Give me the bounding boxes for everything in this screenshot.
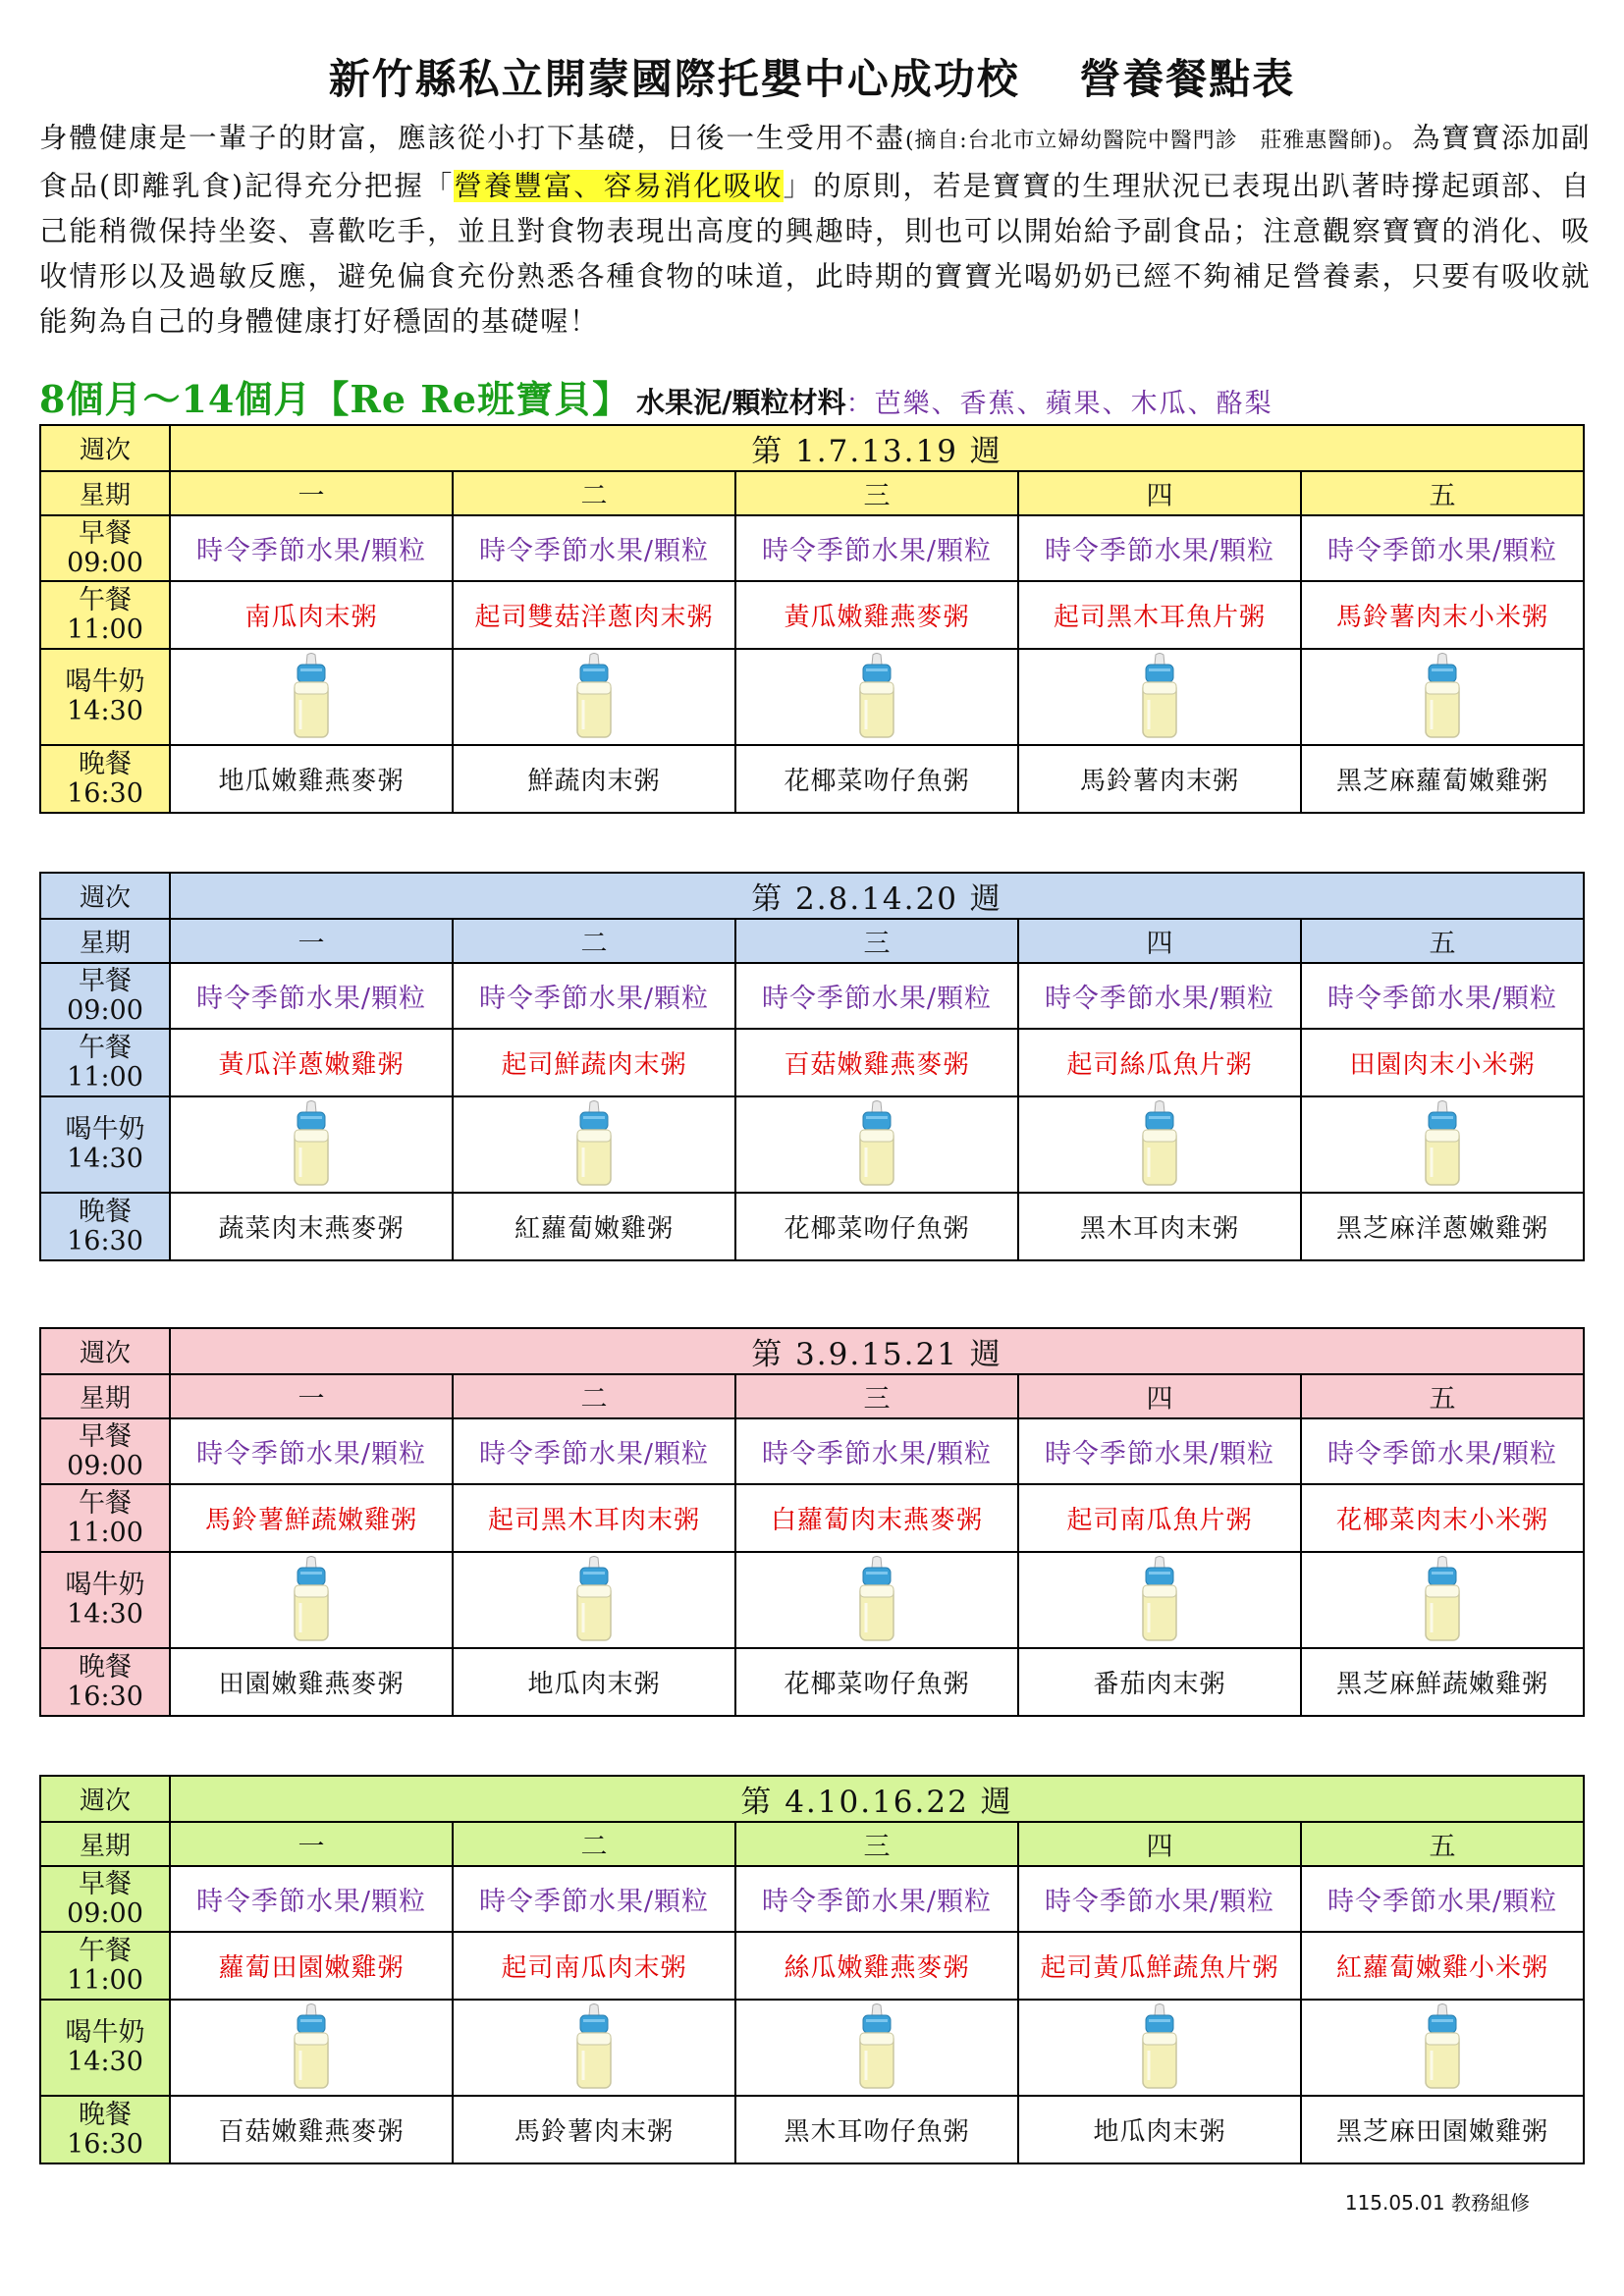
milk-label [40, 1096, 170, 1193]
milk-bottle-icon [1137, 1556, 1182, 1644]
table-row [40, 1374, 1584, 1418]
milk-cell [170, 1552, 453, 1648]
milk-label [40, 649, 170, 745]
table-row [40, 1866, 1584, 1932]
lunch-cell: 花椰菜肉末小米粥 [1301, 1484, 1584, 1552]
lunch-cell: 起司鮮蔬肉末粥 [453, 1029, 735, 1096]
breakfast-cell: 時令季節水果/顆粒 [1301, 1866, 1584, 1932]
dinner-cell: 馬鈴薯肉末粥 [453, 2096, 735, 2163]
lunch-cell: 黃瓜嫩雞燕麥粥 [735, 581, 1018, 649]
table-row [40, 745, 1584, 813]
breakfast-label-text: 09:00 [67, 1450, 143, 1481]
table-row [40, 2000, 1584, 2096]
week-title: 第 4.10.16.22 週 [170, 1776, 1584, 1822]
weekday-header: 一 [170, 919, 453, 963]
weekday-header: 二 [453, 919, 735, 963]
dinner-label-text: 晚餐 [79, 748, 132, 779]
table-row [40, 1029, 1584, 1096]
week-menu-table [39, 424, 1585, 814]
breakfast-cell: 時令季節水果/顆粒 [1018, 963, 1301, 1029]
milk-label-text: 喝牛奶 [65, 1114, 145, 1145]
milk-cell [1301, 649, 1584, 745]
lunch-label-text: 午餐 [79, 1487, 132, 1519]
milk-bottle-icon [1137, 1100, 1182, 1189]
dinner-cell: 花椰菜吻仔魚粥 [735, 1648, 1018, 1716]
milk-bottle-icon [571, 2003, 617, 2092]
dinner-label-text: 晚餐 [79, 1651, 132, 1682]
breakfast-cell: 時令季節水果/顆粒 [1301, 515, 1584, 581]
intro-source: (摘自:台北市立婦幼醫院中醫門診 莊雅惠醫師) [904, 129, 1382, 153]
milk-cell [1301, 1552, 1584, 1648]
dinner-cell: 花椰菜吻仔魚粥 [735, 745, 1018, 813]
breakfast-cell: 時令季節水果/顆粒 [453, 515, 735, 581]
milk-label-text: 14:30 [67, 1599, 143, 1629]
breakfast-cell: 時令季節水果/顆粒 [1018, 515, 1301, 581]
breakfast-cell: 時令季節水果/顆粒 [170, 963, 453, 1029]
dinner-cell: 黑芝麻鮮蔬嫩雞粥 [1301, 1648, 1584, 1716]
weekday-header: 二 [453, 471, 735, 515]
lunch-cell: 馬鈴薯肉末小米粥 [1301, 581, 1584, 649]
week-label [40, 1328, 170, 1374]
weekday-header: 一 [170, 471, 453, 515]
week-label-text: 週次 [79, 883, 131, 913]
lunch-cell: 馬鈴薯鮮蔬嫩雞粥 [170, 1484, 453, 1552]
breakfast-label [40, 1418, 170, 1484]
table-row [40, 581, 1584, 649]
lunch-label [40, 1484, 170, 1552]
lunch-label-text: 午餐 [79, 1032, 132, 1063]
dinner-label [40, 2096, 170, 2163]
lunch-cell: 起司雙菇洋蔥肉末粥 [453, 581, 735, 649]
breakfast-cell: 時令季節水果/顆粒 [170, 1866, 453, 1932]
week-label-text: 週次 [79, 1339, 131, 1368]
milk-bottle-icon [571, 1100, 617, 1189]
lunch-label-text: 11:00 [67, 1964, 143, 1996]
dinner-label [40, 1193, 170, 1260]
lunch-cell: 田園肉末小米粥 [1301, 1029, 1584, 1096]
lunch-cell: 起司黃瓜鮮蔬魚片粥 [1018, 1932, 1301, 2000]
dinner-cell: 地瓜肉末粥 [1018, 2096, 1301, 2163]
milk-cell [735, 2000, 1018, 2096]
breakfast-cell: 時令季節水果/顆粒 [735, 963, 1018, 1029]
table-row [40, 1822, 1584, 1866]
dinner-cell: 黑芝麻蘿蔔嫩雞粥 [1301, 745, 1584, 813]
table-row [40, 471, 1584, 515]
breakfast-label-text: 早餐 [79, 517, 132, 549]
dinner-cell: 花椰菜吻仔魚粥 [735, 1193, 1018, 1260]
milk-bottle-icon [289, 1556, 334, 1644]
milk-cell [1018, 649, 1301, 745]
intro-text-2: 。為寶寶添加副食品(即離乳食)記得充分把握「 [39, 122, 1591, 202]
table-row [40, 649, 1584, 745]
table-row [40, 515, 1584, 581]
weekday-header: 五 [1301, 919, 1584, 963]
dinner-label-text: 晚餐 [79, 1196, 132, 1227]
weekday-label [40, 919, 170, 963]
fruit-list: ：芭樂、香蕉、蘋果、木瓜、酪梨 [845, 389, 1273, 419]
milk-label [40, 2000, 170, 2096]
week-label-text: 週次 [79, 1787, 131, 1816]
milk-bottle-icon [289, 653, 334, 741]
milk-cell [735, 1096, 1018, 1193]
week-title: 第 3.9.15.21 週 [170, 1328, 1584, 1374]
weekday-header: 一 [170, 1374, 453, 1418]
lunch-cell: 起司絲瓜魚片粥 [1018, 1029, 1301, 1096]
lunch-cell: 蘿蔔田園嫩雞粥 [170, 1932, 453, 2000]
breakfast-label-text: 09:00 [67, 994, 143, 1026]
milk-label-text: 14:30 [67, 2047, 143, 2077]
week-label-text: 週次 [79, 436, 131, 465]
breakfast-label-text: 早餐 [79, 1868, 132, 1899]
table-row [40, 1096, 1584, 1193]
milk-bottle-icon [854, 653, 899, 741]
revision-note: 115.05.01 教務組修 [1344, 2191, 1530, 2215]
weekday-label [40, 1822, 170, 1866]
breakfast-cell: 時令季節水果/顆粒 [170, 1418, 453, 1484]
lunch-label-text: 11:00 [67, 1517, 143, 1548]
milk-cell [1018, 1552, 1301, 1648]
dinner-cell: 紅蘿蔔嫩雞粥 [453, 1193, 735, 1260]
week-title: 第 1.7.13.19 週 [170, 425, 1584, 471]
table-row [40, 1648, 1584, 1716]
breakfast-cell: 時令季節水果/顆粒 [735, 1866, 1018, 1932]
week-label [40, 1776, 170, 1822]
table-row [40, 1328, 1584, 1374]
dinner-cell: 蔬菜肉末燕麥粥 [170, 1193, 453, 1260]
weekday-header: 五 [1301, 1822, 1584, 1866]
dinner-cell: 鮮蔬肉末粥 [453, 745, 735, 813]
weekday-label-text: 星期 [79, 1384, 131, 1414]
milk-cell [1301, 2000, 1584, 2096]
dinner-cell: 地瓜肉末粥 [453, 1648, 735, 1716]
breakfast-label-text: 早餐 [79, 965, 132, 996]
milk-cell [453, 2000, 735, 2096]
table-row [40, 425, 1584, 471]
milk-bottle-icon [1420, 2003, 1465, 2092]
weekday-header: 四 [1018, 919, 1301, 963]
intro-highlight: 營養豐富、容易消化吸收 [454, 170, 784, 202]
dinner-cell: 黑芝麻洋蔥嫩雞粥 [1301, 1193, 1584, 1260]
age-class-title: 8個月～14個月【Re Re班寶貝】 [39, 377, 631, 421]
table-row [40, 963, 1584, 1029]
lunch-label-text: 11:00 [67, 614, 143, 645]
breakfast-cell: 時令季節水果/顆粒 [453, 963, 735, 1029]
breakfast-cell: 時令季節水果/顆粒 [1301, 1418, 1584, 1484]
table-row [40, 1552, 1584, 1648]
breakfast-cell: 時令季節水果/顆粒 [735, 1418, 1018, 1484]
dinner-label-text: 16:30 [67, 1225, 143, 1256]
dinner-label-text: 16:30 [67, 2128, 143, 2160]
breakfast-label-text: 早餐 [79, 1420, 132, 1452]
weekday-header: 四 [1018, 1822, 1301, 1866]
table-row [40, 873, 1584, 919]
weekday-header: 四 [1018, 1374, 1301, 1418]
lunch-cell: 白蘿蔔肉末燕麥粥 [735, 1484, 1018, 1552]
milk-bottle-icon [289, 1100, 334, 1189]
dinner-cell: 番茄肉末粥 [1018, 1648, 1301, 1716]
milk-bottle-icon [1420, 1100, 1465, 1189]
weekday-header: 三 [735, 471, 1018, 515]
breakfast-label-text: 09:00 [67, 547, 143, 578]
breakfast-label [40, 963, 170, 1029]
weekday-header: 三 [735, 1374, 1018, 1418]
intro-text-1: 身體健康是一輩子的財富，應該從小打下基礎，日後一生受用不盡 [39, 122, 905, 154]
lunch-cell: 紅蘿蔔嫩雞小米粥 [1301, 1932, 1584, 2000]
weekday-label [40, 471, 170, 515]
lunch-label-text: 午餐 [79, 1935, 132, 1966]
table-row [40, 1193, 1584, 1260]
weekday-header: 三 [735, 1822, 1018, 1866]
weekday-label-text: 星期 [79, 481, 131, 510]
breakfast-cell: 時令季節水果/顆粒 [1018, 1418, 1301, 1484]
page-title: 新竹縣私立開蒙國際托嬰中心成功校 營養餐點表 [328, 55, 1296, 103]
dinner-cell: 百菇嫩雞燕麥粥 [170, 2096, 453, 2163]
lunch-cell: 黃瓜洋蔥嫩雞粥 [170, 1029, 453, 1096]
milk-cell [453, 1096, 735, 1193]
milk-label-text: 喝牛奶 [65, 2017, 145, 2048]
weekday-header: 五 [1301, 1374, 1584, 1418]
milk-bottle-icon [571, 1556, 617, 1644]
dinner-label-text: 16:30 [67, 1681, 143, 1712]
milk-label-text: 14:30 [67, 696, 143, 726]
week-label [40, 425, 170, 471]
milk-cell [735, 1552, 1018, 1648]
dinner-cell: 黑木耳吻仔魚粥 [735, 2096, 1018, 2163]
week-menu-table [39, 1327, 1585, 1717]
milk-bottle-icon [571, 653, 617, 741]
dinner-cell: 黑木耳肉末粥 [1018, 1193, 1301, 1260]
dinner-cell: 田園嫩雞燕麥粥 [170, 1648, 453, 1716]
milk-bottle-icon [1420, 1556, 1465, 1644]
lunch-cell: 起司黑木耳魚片粥 [1018, 581, 1301, 649]
lunch-cell: 起司黑木耳肉末粥 [453, 1484, 735, 1552]
milk-cell [170, 2000, 453, 2096]
milk-label [40, 1552, 170, 1648]
milk-cell [1301, 1096, 1584, 1193]
dinner-label-text: 晚餐 [79, 2099, 132, 2130]
breakfast-cell: 時令季節水果/顆粒 [170, 515, 453, 581]
class-subheading [39, 369, 1591, 421]
lunch-cell: 南瓜肉末粥 [170, 581, 453, 649]
lunch-cell: 絲瓜嫩雞燕麥粥 [735, 1932, 1018, 2000]
milk-label-text: 喝牛奶 [65, 1570, 145, 1600]
lunch-cell: 起司南瓜肉末粥 [453, 1932, 735, 2000]
milk-cell [1018, 1096, 1301, 1193]
weekday-header: 三 [735, 919, 1018, 963]
weekday-header: 二 [453, 1374, 735, 1418]
lunch-label [40, 1932, 170, 2000]
lunch-cell: 百菇嫩雞燕麥粥 [735, 1029, 1018, 1096]
milk-bottle-icon [1137, 653, 1182, 741]
breakfast-cell: 時令季節水果/顆粒 [1018, 1866, 1301, 1932]
milk-bottle-icon [289, 2003, 334, 2092]
dinner-label [40, 1648, 170, 1716]
lunch-cell: 起司南瓜魚片粥 [1018, 1484, 1301, 1552]
table-row [40, 1776, 1584, 1822]
intro-text-3: 」的原則，若是寶寶的生理狀況已表現出趴著時撐起頭部、自己能稍微保持坐姿、喜歡吃手，並且對食物表現出高度的興趣時，則也可以開始給予副食品；注意觀察寶寶的消化、吸收情形以及過敏反應，避免偏食充份熟悉各種食物的味道，此時期的寶寶光喝奶奶已經不夠補足營養素，只要有吸收就能夠為自己的身體健康打好穩固的基礎喔！ [39, 170, 1591, 338]
dinner-cell: 黑芝麻田園嫩雞粥 [1301, 2096, 1584, 2163]
weekday-label [40, 1374, 170, 1418]
milk-bottle-icon [1137, 2003, 1182, 2092]
week-menu-table [39, 1775, 1585, 2164]
materials-label: 水果泥/顆粒材料 [636, 386, 846, 419]
table-row [40, 919, 1584, 963]
intro-paragraph [39, 116, 1591, 345]
milk-cell [735, 649, 1018, 745]
table-row [40, 2096, 1584, 2163]
breakfast-cell: 時令季節水果/顆粒 [453, 1418, 735, 1484]
table-row [40, 1484, 1584, 1552]
weekday-header: 五 [1301, 471, 1584, 515]
milk-bottle-icon [854, 1556, 899, 1644]
dinner-label-text: 16:30 [67, 777, 143, 809]
milk-label-text: 14:30 [67, 1144, 143, 1174]
dinner-cell: 地瓜嫩雞燕麥粥 [170, 745, 453, 813]
dinner-label [40, 745, 170, 813]
milk-bottle-icon [854, 2003, 899, 2092]
lunch-label [40, 581, 170, 649]
milk-cell [170, 1096, 453, 1193]
breakfast-label [40, 1866, 170, 1932]
milk-bottle-icon [854, 1100, 899, 1189]
breakfast-label-text: 09:00 [67, 1897, 143, 1929]
week-title: 第 2.8.14.20 週 [170, 873, 1584, 919]
lunch-label-text: 11:00 [67, 1061, 143, 1093]
breakfast-cell: 時令季節水果/顆粒 [453, 1866, 735, 1932]
week-label [40, 873, 170, 919]
breakfast-cell: 時令季節水果/顆粒 [735, 515, 1018, 581]
weekday-header: 一 [170, 1822, 453, 1866]
lunch-label-text: 午餐 [79, 584, 132, 615]
milk-cell [170, 649, 453, 745]
milk-cell [453, 649, 735, 745]
week-menu-table [39, 872, 1585, 1261]
weekday-label-text: 星期 [79, 929, 131, 958]
milk-cell [453, 1552, 735, 1648]
dinner-cell: 馬鈴薯肉末粥 [1018, 745, 1301, 813]
weekday-label-text: 星期 [79, 1832, 131, 1861]
milk-cell [1018, 2000, 1301, 2096]
weekday-header: 四 [1018, 471, 1301, 515]
table-row [40, 1932, 1584, 2000]
breakfast-label [40, 515, 170, 581]
breakfast-cell: 時令季節水果/顆粒 [1301, 963, 1584, 1029]
table-row [40, 1418, 1584, 1484]
lunch-label [40, 1029, 170, 1096]
weekday-header: 二 [453, 1822, 735, 1866]
milk-bottle-icon [1420, 653, 1465, 741]
milk-label-text: 喝牛奶 [65, 667, 145, 697]
